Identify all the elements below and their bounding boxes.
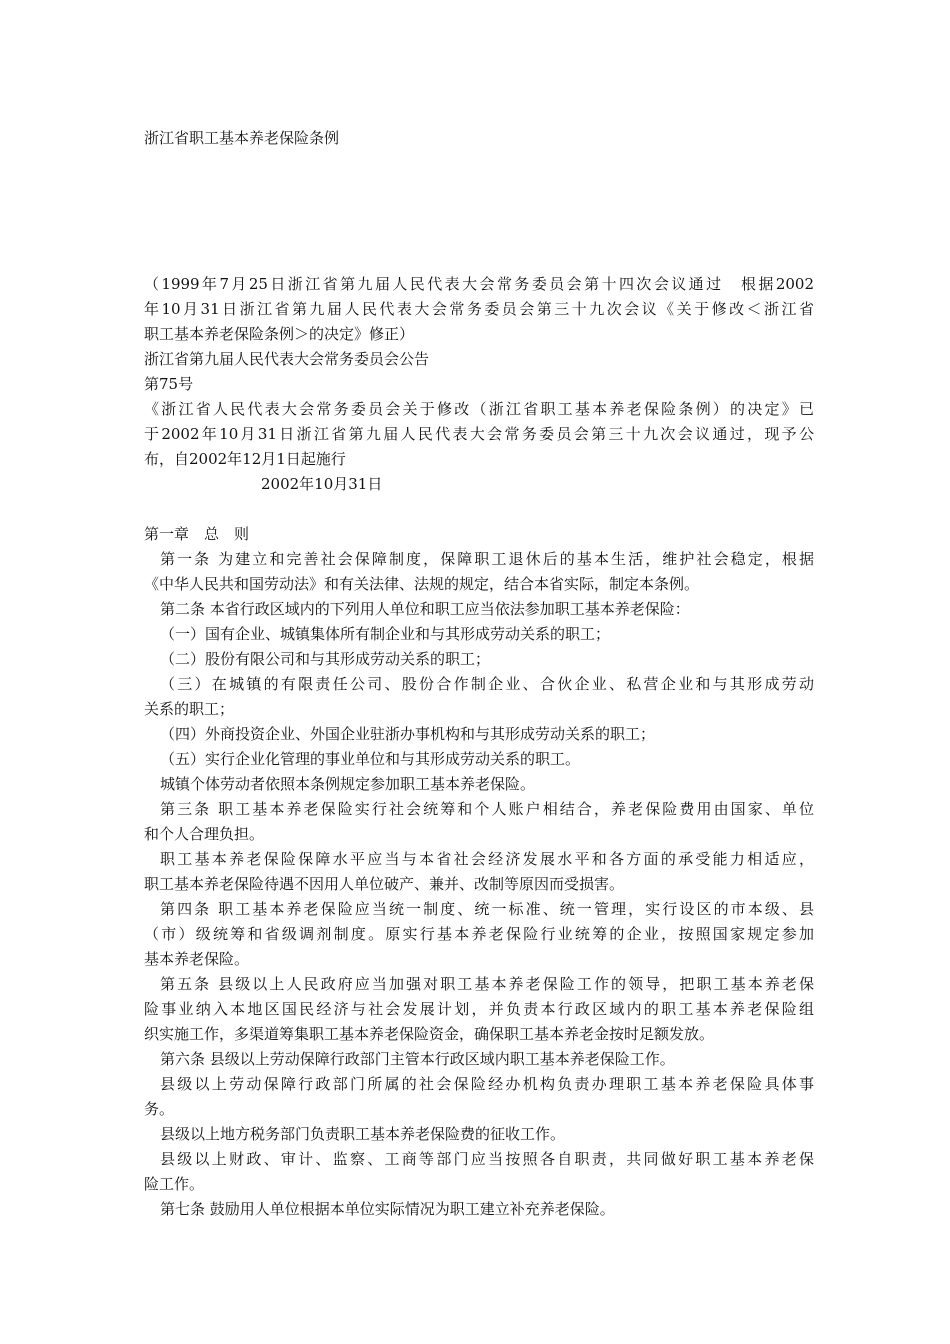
announcement-body-line: 于2002年10月31日浙江省第九届人民代表大会常务委员会第三十九次会议通过，现予公 bbox=[144, 425, 814, 443]
article-line: 职工基本养老保险待遇不因用人单位破产、兼并、改制等原因而受损害。 bbox=[144, 875, 625, 893]
chapter-heading: 第一章 总 则 bbox=[144, 525, 250, 543]
article-line: 第七条 鼓励用人单位根据本单位实际情况为职工建立补充养老保险。 bbox=[160, 1200, 615, 1218]
article-line: 险工作。 bbox=[144, 1175, 205, 1193]
article-line: 第四条 职工基本养老保险应当统一制度、统一标准、统一管理，实行设区的市本级、县 bbox=[160, 900, 814, 918]
article-line: 织实施工作，多渠道筹集职工基本养老保险资金，确保职工基本养老金按时足额发放。 bbox=[144, 1025, 715, 1043]
announcement-date: 2002年10月31日 bbox=[261, 475, 383, 493]
announcement-title: 浙江省第九届人民代表大会常务委员会公告 bbox=[144, 350, 430, 368]
article-line: 第一条 为建立和完善社会保障制度，保障职工退休后的基本生活，维护社会稳定，根据 bbox=[160, 550, 814, 568]
preamble-line: 年10月31日浙江省第九届人民代表大会常务委员会第三十九次会议《关于修改＜浙江省 bbox=[144, 300, 814, 318]
preamble-line: （1999年7月25日浙江省第九届人民代表大会常务委员会第十四次会议通过 根据2002 bbox=[144, 275, 814, 293]
announcement-number: 第75号 bbox=[144, 375, 194, 393]
article-line: 县级以上财政、审计、监察、工商等部门应当按照各自职责，共同做好职工基本养老保 bbox=[160, 1150, 814, 1168]
article-line: （五）实行企业化管理的事业单位和与其形成劳动关系的职工。 bbox=[160, 750, 581, 768]
article-line: （市）级统筹和省级调剂制度。原实行基本养老保险行业统筹的企业，按照国家规定参加 bbox=[144, 925, 814, 943]
article-line: 第二条 本省行政区域内的下列用人单位和职工应当依法参加职工基本养老保险： bbox=[160, 600, 690, 618]
article-line: （四）外商投资企业、外国企业驻浙办事机构和与其形成劳动关系的职工； bbox=[160, 725, 656, 743]
article-line: 职工基本养老保险保障水平应当与本省社会经济发展水平和各方面的承受能力相适应， bbox=[160, 850, 814, 868]
article-line: （一）国有企业、城镇集体所有制企业和与其形成劳动关系的职工； bbox=[160, 625, 611, 643]
article-line: （二）股份有限公司和与其形成劳动关系的职工； bbox=[160, 650, 491, 668]
article-line: 第六条 县级以上劳动保障行政部门主管本行政区域内职工基本养老保险工作。 bbox=[160, 1050, 675, 1068]
article-line: 基本养老保险。 bbox=[144, 950, 250, 968]
article-line: 城镇个体劳动者依照本条例规定参加职工基本养老保险。 bbox=[160, 775, 536, 793]
article-line: 险事业纳入本地区国民经济与社会发展计划，并负责本行政区域内的职工基本养老保险组 bbox=[144, 1000, 814, 1018]
announcement-body-line: 布，自2002年12月1日起施行 bbox=[144, 450, 346, 468]
announcement-body-line: 《浙江省人民代表大会常务委员会关于修改（浙江省职工基本养老保险条例）的决定》已 bbox=[144, 400, 814, 418]
article-line: 第五条 县级以上人民政府应当加强对职工基本养老保险工作的领导，把职工基本养老保 bbox=[160, 975, 814, 993]
article-line: （三）在城镇的有限责任公司、股份合作制企业、合伙企业、私营企业和与其形成劳动 bbox=[160, 675, 814, 693]
article-line: 和个人合理负担。 bbox=[144, 825, 265, 843]
document-title: 浙江省职工基本养老保险条例 bbox=[144, 129, 340, 147]
article-line: 第三条 职工基本养老保险实行社会统筹和个人账户相结合，养老保险费用由国家、单位 bbox=[160, 800, 814, 818]
preamble-line: 职工基本养老保险条例＞的决定》修正） bbox=[144, 325, 415, 343]
article-line: 县级以上地方税务部门负责职工基本养老保险费的征收工作。 bbox=[160, 1125, 566, 1143]
article-line: 关系的职工； bbox=[144, 700, 235, 718]
article-line: 务。 bbox=[144, 1100, 175, 1118]
article-line: 县级以上劳动保障行政部门所属的社会保险经办机构负责办理职工基本养老保险具体事 bbox=[160, 1075, 814, 1093]
article-line: 《中华人民共和国劳动法》和有关法律、法规的规定，结合本省实际，制定本条例。 bbox=[144, 575, 700, 593]
